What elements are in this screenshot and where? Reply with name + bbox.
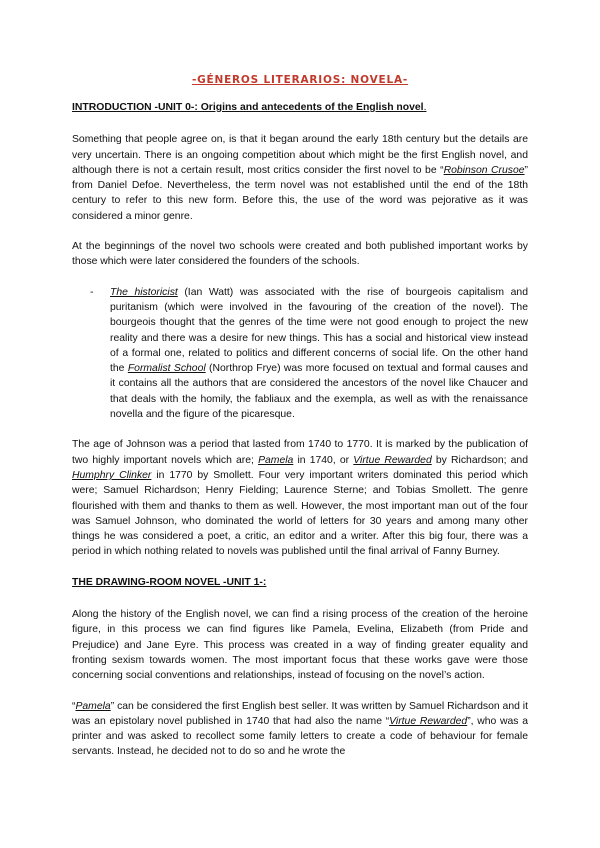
intro-p3-text-c: by Richardson; and — [431, 454, 528, 466]
unit1-p2-text-b: ”, who was a printer and was asked to recollect some family letters to create a code of behaviour for female servants. Instead, he decided not to do so and he wrote the — [72, 715, 528, 758]
unit1-heading-text: THE DRAWING-ROOM NOVEL -UNIT 1- — [72, 576, 263, 588]
intro-p3-text-b: in 1740, or — [293, 454, 354, 466]
bullet-text-b: (Northrop Frye) was more focused on textual and formal causes and it contains all the authors that are considered the ancestors of the novel like Chaucer and that deals with the homily, the fabliaux and the exempla, as well as with the renaissance novella and the figure of the picaresque. — [110, 363, 528, 421]
intro-heading-text: INTRODUCTION -UNIT 0-: Origins and antecedents of the English novel — [72, 102, 424, 113]
unit1-p2-quote: “ — [72, 700, 76, 712]
intro-heading — [72, 100, 528, 115]
unit1-heading — [72, 575, 528, 590]
intro-p1-text-b: ” from Daniel Defoe. Nevertheless, the term novel was not established until the end of the 18th century to refer to this new form. Before this, the use of the word was pejorative as it was considered a minor genre. — [72, 164, 528, 222]
intro-paragraph-2: At the beginnings of the novel two schools were created and both published important works by those which were later considered the founders of the schools. — [72, 241, 528, 268]
ref-the-historicist: The historicist — [110, 286, 178, 298]
unit1-heading-tail: : — [262, 576, 267, 588]
ref-formalist-school: Formalist School — [127, 363, 206, 375]
ref-pamela: Pamela — [258, 454, 294, 466]
intro-p3-text-d: in 1770 by Smollett. Four very important writers dominated this period which were; Samuel Richardson; Henry Fielding; Laurence Sterne; and Tobias Smollett. The genre flourished with them and thanks to them as well. However, the most important man out of the four was Samuel Johnson, who dominated the world of letters for 30 years and among many other things he was considered a poet, a critic, an editor and a writer. After this big four, there was a period in which nothing related to novels was published until the final arrival of Fanny Burney. — [72, 469, 528, 558]
ref-virtue-rewarded-2: Virtue Rewarded — [389, 715, 468, 727]
bullet-dash: - — [90, 286, 94, 298]
ref-virtue-rewarded: Virtue Rewarded — [353, 454, 432, 466]
intro-p3-text-a: The age of Johnson was a period that lasted from 1740 to 1770. It is marked by the publication of two highly important novels which are; — [72, 439, 528, 466]
intro-paragraph-1 — [72, 132, 528, 224]
schools-bullet-text — [110, 285, 528, 423]
ref-pamela-2: Pamela — [75, 700, 111, 712]
unit1-paragraph-1: Along the history of the English novel, we can find a rising process of the creation of the heroine figure, in this process we can find figures like Pamela, Evelina, Elizabeth (from Pride and Prejudice) and Jane Eyre. This process was created in a way of finding greater equality and fronting sexism towards women. The most important focus that these works gave were those concerning social conventions and relationships, instead of focusing on the novel’s action. — [72, 609, 528, 682]
unit1-paragraph-2 — [72, 699, 528, 760]
bullet-text-a: (Ian Watt) was associated with the rise of bourgeois capitalism and puritanism (which were involved in the favouring of the creation of the novel). The bourgeois thought that the genres of the time were not good enough to project the new reality and there was a desire for new things. This has a social and historical view instead of a formal one, related to politics and different concerns of social life. On the other hand the — [110, 286, 528, 375]
ref-robinson-crusoe: Robinson Crusoe — [443, 164, 525, 176]
intro-paragraph-3 — [72, 437, 528, 559]
document-title: -GÉNEROS LITERARIOS: NOVELA- — [191, 74, 409, 86]
ref-humphry-clinker: Humphry Clinker — [72, 469, 152, 481]
schools-bullet-item — [90, 285, 528, 423]
intro-heading-tail: . — [423, 102, 427, 113]
intro-p1-text-a: Something that people agree on, is that it began around the early 18th century but the details are very uncertain. There is an ongoing competition about which might be the first English novel, and although there is not a certain result, most critics consider the first novel to be “ — [72, 134, 528, 176]
unit1-p2-text-a: ” can be considered the first English best seller. It was written by Samuel Richardson and it was an epistolary novel published in 1740 that had also the name “ — [72, 700, 528, 727]
